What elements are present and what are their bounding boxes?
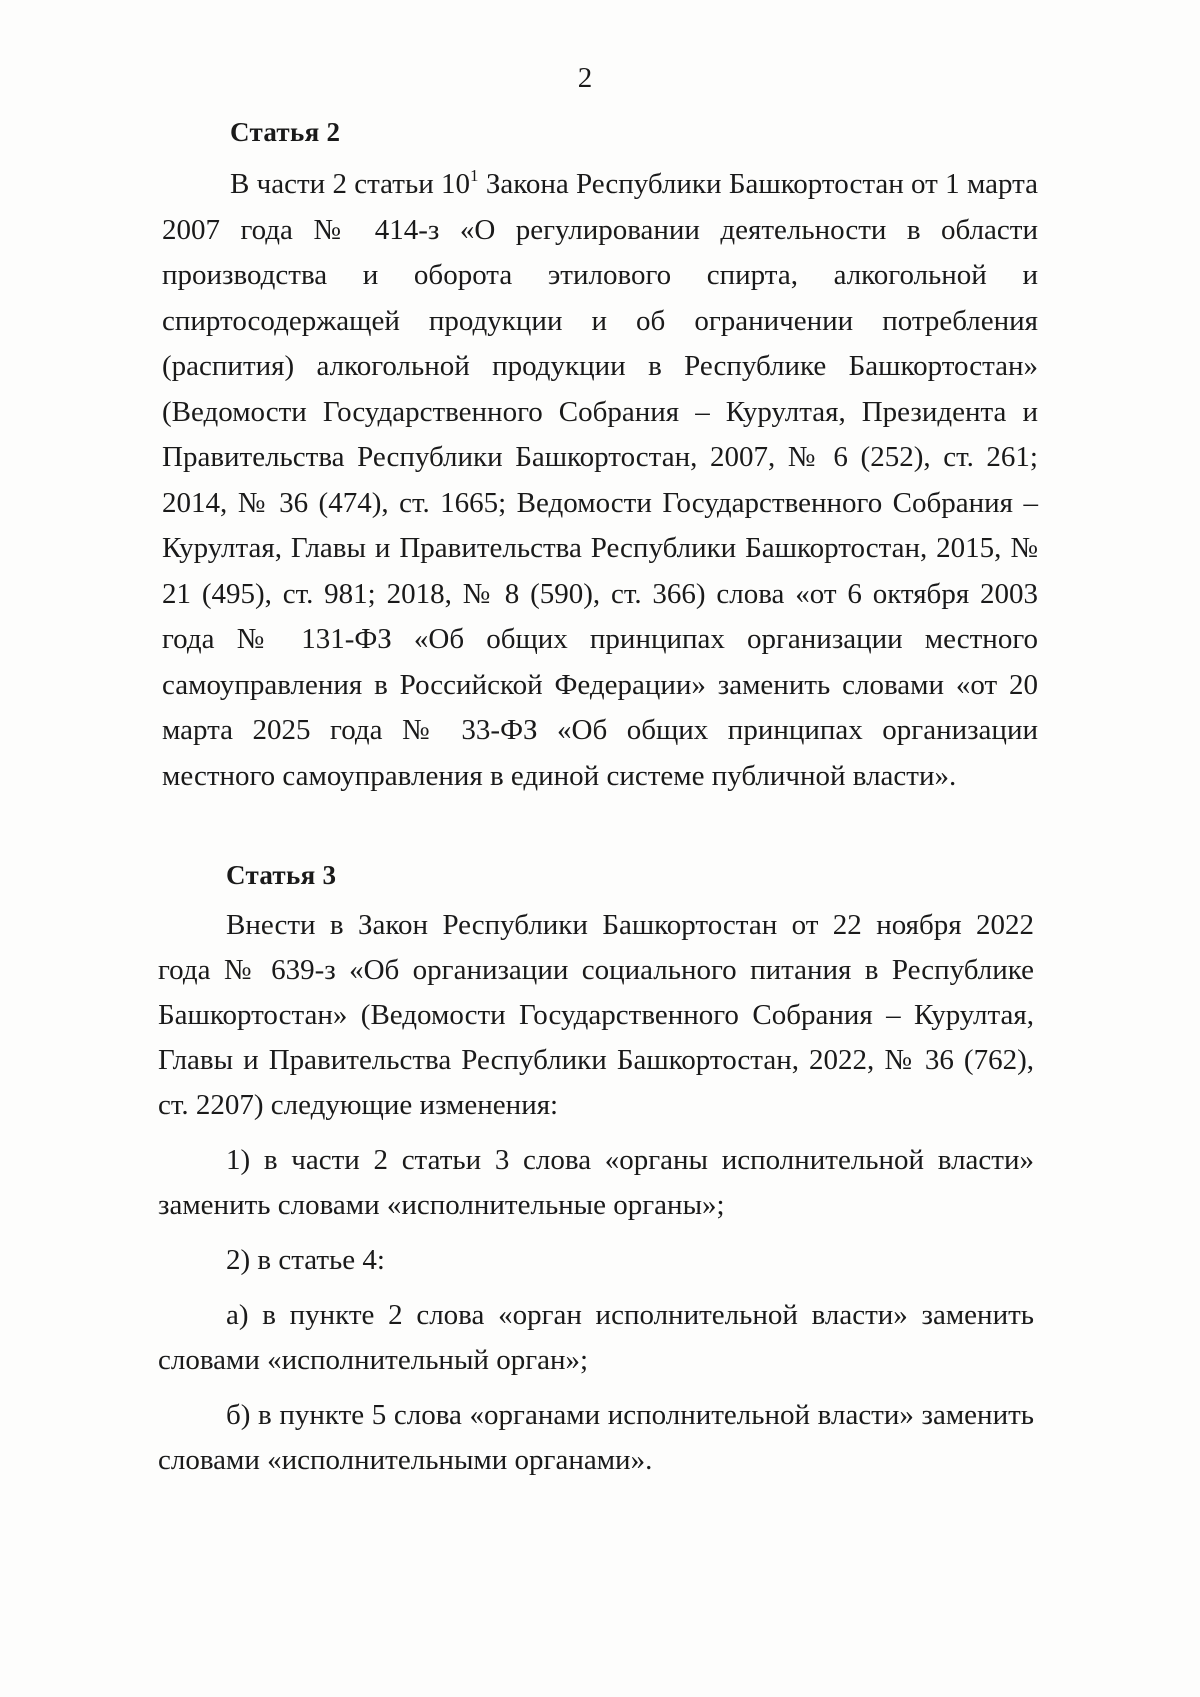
article-3-intro: Внести в Закон Республики Башкортостан от 22 ноября 2022 года № 639-з «Об организации социального питания в Республике Башкортостан» (Ведомости Государственного Собрания – Курултая, Главы и Правительства Республики Башкортостан, 2022, № 36 (762), ст. 2207) следующие изменения:: [158, 909, 1034, 1121]
article-3-item-2: 2) в статье 4:: [226, 1244, 385, 1276]
article-2-heading: Статья 2: [230, 117, 341, 147]
article-2-text-start: В части 2 статьи 10: [230, 168, 471, 200]
article-3-item-1: 1) в части 2 статьи 3 слова «органы исполнительной власти» заменить словами «исполнительные органы»;: [158, 1144, 1034, 1221]
article-2-text-rest: Закона Республики Башкортостан от 1 марта 2007 года № 414-з «О регулировании деятельности в области производства и оборота этилового спирта, алкогольной и спиртосодержащей продукции и об ограничении потребления (распития) алкогольной продукции в Республике Башкортостан» (Ведомости Государственного Собрания – Курултая, Президента и Правительства Республики Башкортостан, 2007, № 6 (252), ст. 261; 2014, № 36 (474), ст. 1665; Ведомости Государственного Собрания – Курултая, Главы и Правительства Республики Башкортостан, 2015, № 21 (495), ст. 981; 2018, № 8 (590), ст. 366) слова «от 6 октября 2003 года № 131-ФЗ «Об общих принципах организации местного самоуправления в Российской Федерации» заменить словами «от 20 марта 2025 года № 33-ФЗ «Об общих принципах организации местного самоуправления в единой системе публичной власти».: [162, 168, 1038, 792]
article-3-item-2a: а) в пункте 2 слова «орган исполнительной власти» заменить словами «исполнительный орган»;: [158, 1299, 1034, 1376]
page-number: 2: [577, 62, 593, 94]
article-3: [158, 855, 1034, 1483]
article-2-superscript: 1: [470, 166, 479, 185]
article-2: [162, 112, 1038, 799]
article-3-heading: Статья 3: [226, 860, 337, 890]
article-3-item-2b: б) в пункте 5 слова «органами исполнительной власти» заменить словами «исполнительными органами».: [158, 1399, 1034, 1476]
article-2-body: [162, 162, 1038, 799]
